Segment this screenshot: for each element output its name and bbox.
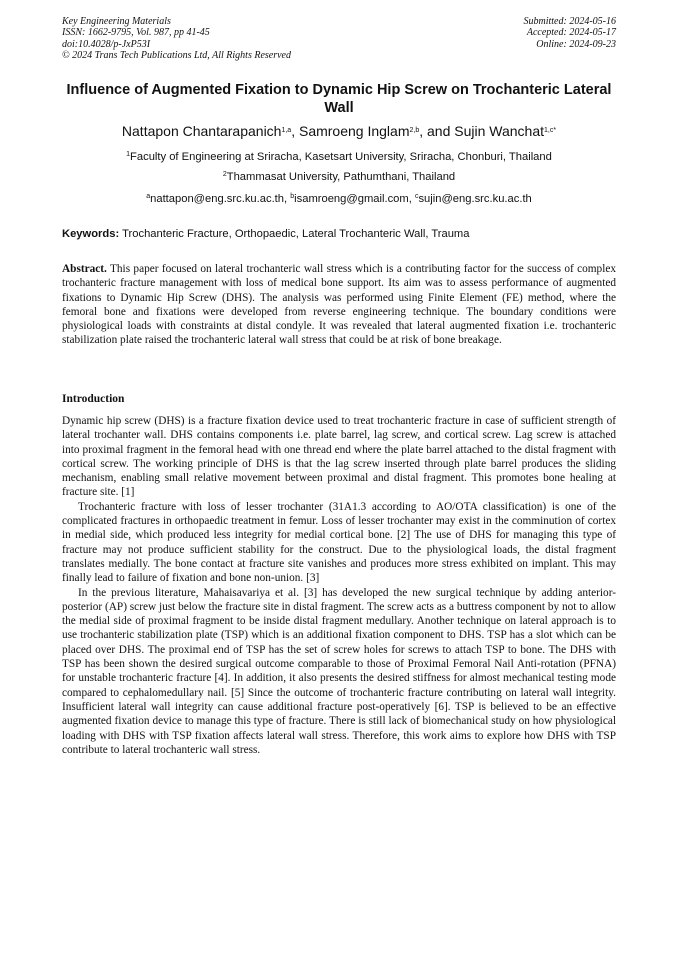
accepted-date: Accepted: 2024-05-17 [526,27,616,39]
author-emails [62,192,616,206]
journal-info [62,16,291,62]
abstract-label: Abstract. [62,263,107,275]
issn-line: ISSN: 1662-9795, Vol. 987, pp 41-45 [62,27,210,39]
author-affil-mark: 1,a [281,127,292,134]
author-separator: , [291,123,299,139]
affiliation-2 [62,170,616,184]
keywords-text: Trochanteric Fracture, Orthopaedic, Lateral Trochanteric Wall, Trauma [119,228,470,240]
email-text: nattapon@eng.src.ku.ac.th, [150,193,291,205]
keywords-line [62,227,616,241]
author-separator: , and [419,123,455,139]
intro-paragraph: Dynamic hip screw (DHS) is a fracture fixation device used to treat trochanteric fracture in case of sufficient strength of lateral trochanter wall. DHS contains components i.e. plate barrel, lag screw, and cortical screw. Lag screw is attached into proximal fragment in the femoral head with one thread end where the plate barrel attached to the distal fragment with cortical screw. The working principle of DHS is that the lag screw inserted through plate barrel produces the sliding mechanism, enabling small relative movement between proximal and distal fragment. This promotes bone healing at fracture site. [1] [62,415,616,499]
submitted-date: Submitted: 2024-05-16 [523,16,616,27]
affil-text: Faculty of Engineering at Sriracha, Kasetsart University, Sriracha, Chonburi, Thailand [130,151,552,163]
affil-mark: 2 [222,171,227,178]
publication-dates [524,16,617,50]
email-text: sujin@eng.src.ku.ac.th [418,193,532,205]
online-date: Online: 2024-09-23 [536,38,616,50]
email-mark: b [290,193,295,200]
intro-paragraph: Trochanteric fracture with loss of lesser trochanter (31A1.3 according to AO/OTA classification) is one of the complicated fractures in orthopaedic treatment in femur. Loss of lesser trochanter may exist in the comminution of cortex in medial side, which produced less integrity for medial cortical bone. [2] The use of DHS for managing this type of fracture may not produce sufficient stability for the construct. Due to the physiological loads, the distal fragment translates medially. The bone contact at fracture site vanishes and produces more stress exhibited on implant. This may finally lead to failure of fixation and bone non-union. [3] [62,500,616,585]
doi-line: doi:10.4028/p-JxP53I [62,38,151,50]
abstract-paragraph [62,262,616,348]
email-text: isamroeng@gmail.com, [294,193,415,205]
keywords-label: Keywords: [62,228,120,240]
author-name: Nattapon Chantarapanich [121,123,282,139]
email-mark: c [414,193,419,200]
affil-text: Thammasat University, Pathumthani, Thailand [226,171,456,183]
introduction-body [62,414,616,757]
affiliation-1 [62,150,616,164]
journal-name: Key Engineering Materials [62,16,171,27]
author-name: Sujin Wanchat [454,123,545,139]
affil-mark: 1 [126,151,131,158]
author-list [62,123,616,140]
author-affil-mark: 1,c* [544,127,557,134]
copyright-line: © 2024 Trans Tech Publications Ltd, All Rights Reserved [62,50,291,62]
paper-title: Influence of Augmented Fixation to Dynamic Hip Screw on Trochanteric Lateral Wall [66,82,612,116]
intro-paragraph: In the previous literature, Mahaisavariya et al. [3] has developed the new surgical technique by adding anterior-posterior (AP) screw just below the fracture site in distal fragment. The screw acts as a buttress component by not to allow the medial side of proximal fragment to be inside distal fragment medullary. Another technique on lateral approach is to use trochanteric stabilization plate (TSP) which is an additional fixation component to DHS. TSP has a slot which can be placed over DHS. The proximal end of TSP has the set of screw holes for screws to attach TSP to bone. The DHS with TSP has been shown the desired surgical outcome comparable to those of Proximal Femoral Nail Anti-rotation (PFNA) for unstable trochanteric fracture [4]. In addition, it also presents the desired stiffness for almost mechanical testing mode compared to cephalomedullary nail. [5] Since the outcome of trochanteric fracture contributing on lateral wall integrity. Insufficient lateral wall integrity can cause additional fracture post-operatively [6]. TSP is believed to be an effective augmented fixation device to manage this type of fracture. There is still lack of biomechanical study on how physiological loading with DHS with TSP fixation affects lateral wall stress. Therefore, this work aims to explore how DHS with TSP contribute to lateral trochanteric wall stress. [62,586,616,756]
introduction-heading: Introduction [62,393,125,405]
author-name: Samroeng Inglam [298,123,410,139]
email-mark: a [146,193,151,200]
author-affil-mark: 2,b [409,127,420,134]
abstract-text: This paper focused on lateral trochanteric wall stress which is a contributing factor for the success of complex trochanteric fracture management with loss of medical bone support. Its aim was to assess performance of augmented fixations to Dynamic Hip Screw (DHS). The analysis was performed using Finite Element (FE) method, where the femoral bone and fixations were developed from reverse engineering technique. The boundary conditions were physiological loads with constraints at distal condyle. It was revealed that lateral augmented fixation i.e. trochanteric stabilization plate raised the trochanteric lateral wall stress that could be at risk of bone breakage. [62,263,616,347]
